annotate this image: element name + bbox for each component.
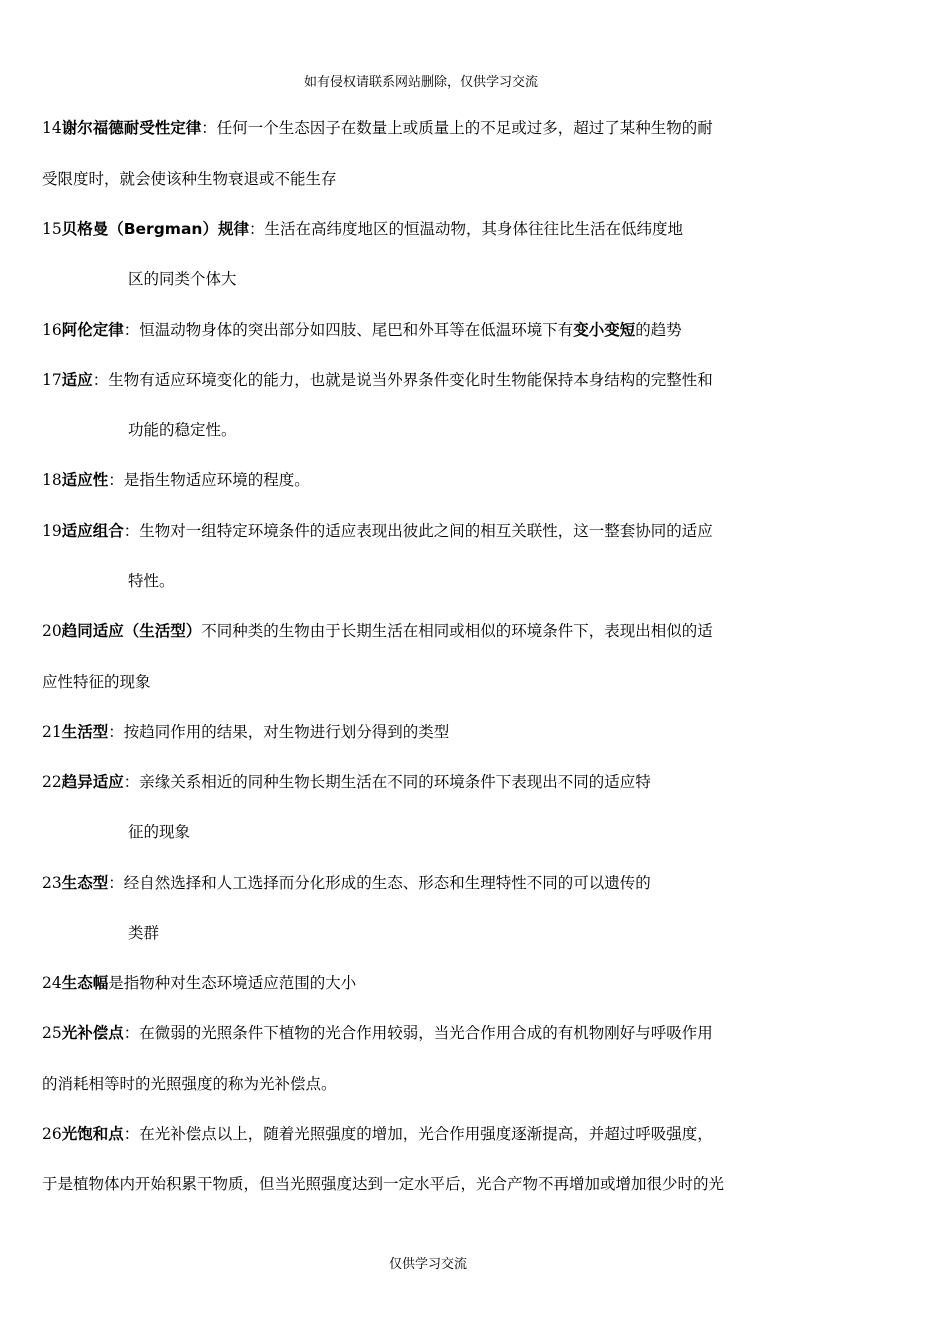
- entry-separator: ：: [108, 874, 124, 892]
- entry-text: 亲缘关系相近的同种生物长期生活在不同的环境条件下表现出不同的适应特: [139, 773, 651, 791]
- entry-separator: ：: [108, 723, 124, 741]
- entry-number: 24: [42, 974, 62, 992]
- entry-number: 16: [42, 321, 62, 339]
- entry-separator: ：: [92, 371, 109, 389]
- entry-term: 光补偿点: [61, 1024, 124, 1042]
- entry-text-tail: 的趋势: [635, 321, 682, 339]
- entry-separator: ：: [201, 119, 217, 137]
- entry-number: 22: [42, 773, 62, 791]
- entry-19-continuation: 特性。: [128, 572, 175, 590]
- entry-14: [42, 118, 713, 138]
- entry-number: 20: [42, 622, 62, 640]
- entry-separator: ：: [123, 773, 140, 791]
- entry-15: [42, 219, 683, 239]
- entry-emphasis: 变小变短: [573, 321, 636, 339]
- entry-number: 19: [42, 522, 62, 540]
- entry-17: [42, 370, 713, 390]
- entry-number: 26: [42, 1125, 62, 1143]
- entry-text: 是指生物适应环境的程度。: [123, 471, 310, 489]
- entry-term: 适应: [61, 371, 93, 389]
- entry-separator: ：: [108, 471, 124, 489]
- entry-19: [42, 521, 713, 541]
- header-note: 如有侵权请联系网站删除，仅供学习交流: [304, 75, 539, 90]
- entry-term: 贝格曼（Bergman）规律: [61, 220, 249, 238]
- entry-term: 生活型: [61, 723, 109, 741]
- entry-number: 23: [42, 874, 62, 892]
- entry-20-continuation: 应性特征的现象: [42, 673, 151, 691]
- entry-term: 生态幅: [61, 974, 109, 992]
- entry-text: 生物有适应环境变化的能力，也就是说当外界条件变化时生物能保持本身结构的完整性和: [108, 371, 713, 389]
- entry-16: [42, 320, 682, 340]
- entry-term: 趋同适应（生活型）: [61, 622, 202, 640]
- entry-term: 谢尔福德耐受性定律: [61, 119, 202, 137]
- entry-15-continuation: 区的同类个体大: [128, 270, 237, 288]
- entry-17-continuation: 功能的稳定性。: [128, 421, 237, 439]
- entry-25-continuation: 的消耗相等时的光照强度的称为光补偿点。: [42, 1075, 337, 1093]
- entry-term: 生态型: [61, 874, 109, 892]
- entry-term: 阿伦定律: [61, 321, 124, 339]
- entry-21: [42, 722, 449, 742]
- entry-23: [42, 873, 651, 893]
- entry-24: [42, 973, 356, 993]
- entry-text: 不同种类的生物由于长期生活在相同或相似的环境条件下，表现出相似的适: [201, 622, 713, 640]
- entry-text: 恒温动物身体的突出部分如四肢、尾巴和外耳等在低温环境下有: [139, 321, 574, 339]
- entry-text: 任何一个生态因子在数量上或质量上的不足或过多，超过了某种生物的耐: [216, 119, 713, 137]
- entry-text: 经自然选择和人工选择而分化形成的生态、形态和生理特性不同的可以遗传的: [123, 874, 651, 892]
- entry-number: 18: [42, 471, 62, 489]
- entry-25: [42, 1023, 713, 1043]
- entry-number: 14: [42, 119, 62, 137]
- entry-text: 生活在高纬度地区的恒温动物，其身体往往比生活在低纬度地: [264, 220, 683, 238]
- entry-18: [42, 470, 310, 490]
- entry-22: [42, 772, 651, 792]
- entry-number: 17: [42, 371, 62, 389]
- entry-number: 25: [42, 1024, 62, 1042]
- entry-14-continuation: 受限度时，就会使该种生物衰退或不能生存: [42, 170, 337, 188]
- entry-term: 适应组合: [61, 522, 124, 540]
- entry-separator: ：: [123, 522, 140, 540]
- entry-term: 趋异适应: [61, 773, 124, 791]
- entry-23-continuation: 类群: [128, 924, 160, 942]
- entry-text: 生物对一组特定环境条件的适应表现出彼此之间的相互关联性，这一整套协同的适应: [139, 522, 713, 540]
- entry-26: [42, 1124, 713, 1144]
- entry-text: 在光补偿点以上，随着光照强度的增加，光合作用强度逐渐提高，并超过呼吸强度，: [139, 1125, 713, 1143]
- entry-separator: ：: [123, 1125, 140, 1143]
- entry-term: 光饱和点: [61, 1125, 124, 1143]
- entry-separator: ：: [248, 220, 265, 238]
- entry-text: 在微弱的光照条件下植物的光合作用较弱，当光合作用合成的有机物刚好与呼吸作用: [139, 1024, 713, 1042]
- entry-number: 21: [42, 723, 62, 741]
- footer-note: 仅供学习交流: [389, 1257, 468, 1272]
- entry-separator: ：: [123, 1024, 140, 1042]
- entry-text: 按趋同作用的结果，对生物进行划分得到的类型: [123, 723, 450, 741]
- entry-term: 适应性: [61, 471, 109, 489]
- entry-20: [42, 621, 713, 641]
- entry-number: 15: [42, 220, 62, 238]
- entry-26-continuation: 于是植物体内开始积累干物质，但当光照强度达到一定水平后，光合产物不再增加或增加很少时的光: [42, 1175, 725, 1193]
- entry-text: 是指物种对生态环境适应范围的大小: [108, 974, 357, 992]
- entry-separator: ：: [123, 321, 140, 339]
- entry-22-continuation: 征的现象: [128, 823, 191, 841]
